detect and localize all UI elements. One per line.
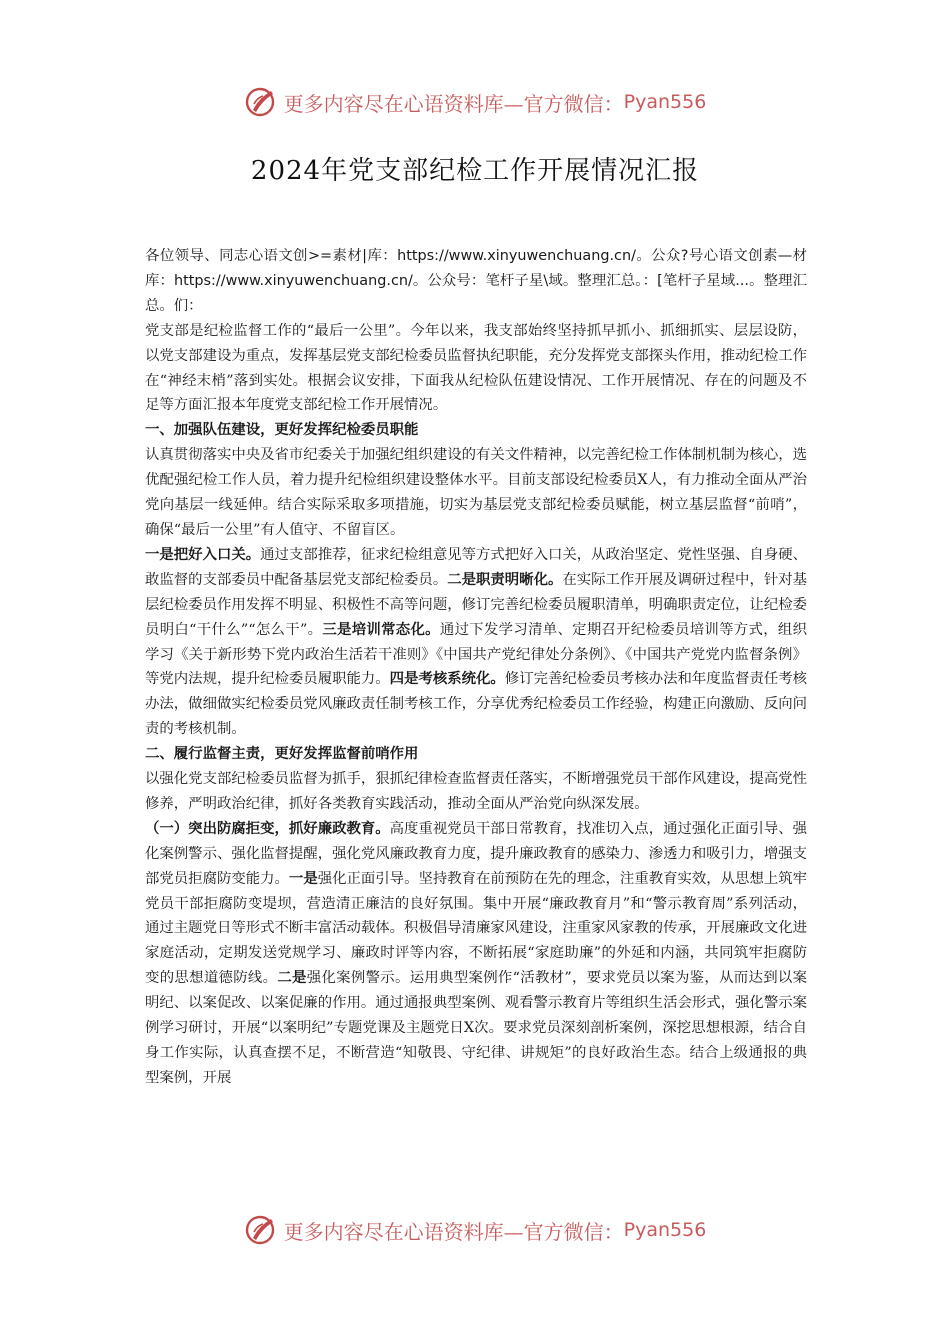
- point-2-label: 二是: [277, 970, 307, 987]
- brush-logo-icon: [244, 85, 278, 119]
- measure-4-text: 修订完善纪检委员考核办法和年度监督责任考核办法，做细做实纪检委员党风廉政责任制考核工作，分享优秀纪检委员工作经验，构建正向激励、反向问责的考核机制。: [145, 671, 808, 738]
- measure-4-label: 四是考核系统化。: [389, 671, 505, 688]
- subsection-1-text: 高度重视党员干部日常教育，找准切入点，通过强化正面引导、强化案例警示、强化监督提醒，强化党风廉政教育力度，提升廉政教育的感染力、渗透力和吸引力，增强支部党员拒腐防变能力。: [145, 820, 807, 887]
- measure-2-label: 二是职责明晰化。: [447, 571, 563, 588]
- point-1-text: 强化正面引导。坚持教育在前预防在先的理念，注重教育实效，从思想上筑牢党员干部拒腐防变堤坝，营造清正廉洁的良好氛围。集中开展“廉政教育月”和“警示教育周”系列活动，通过主题党日等形式不断丰富活动载体。积极倡导清廉家风建设，注重家风家教的传承，开展廉政文化进家庭活动，定期发送党规学习、廉政时评等内容，不断拓展“家庭助廉”的外延和内涵，共同筑牢拒腐防变的思想道德防线。: [145, 870, 808, 987]
- paragraph-supervision: 以强化党支部纪检委员监督为抓手，狠抓纪律检查监督责任落实，不断增强党员干部作风建设，提高党性修养，严明政治纪律，抓好各类教育实践活动，推动全面从严治党向纵深发展。: [145, 771, 807, 812]
- watermark-banner-top: [0, 82, 950, 122]
- measure-3-label: 三是培训常态化。: [322, 621, 440, 638]
- point-1-label: 一是: [288, 870, 318, 887]
- brush-logo-icon: [244, 1213, 278, 1247]
- paragraph-overview: 党支部是纪检监督工作的“最后一公里”。今年以来，我支部始终坚持抓早抓小、抓细抓实、层层设防，以党支部建设为重点，发挥基层党支部纪检委员监督执纪职能，充分发挥党支部探头作用，推动纪检工作在“神经末梢”落到实处。根据会议安排，下面我从纪检队伍建设情况、工作开展情况、存在的问题及不足等方面汇报本年度党支部纪检工作开展情况。: [145, 322, 807, 414]
- banner-wechat-id: Pyan556: [623, 91, 707, 113]
- document-title: 2024年党支部纪检工作开展情况汇报: [250, 156, 700, 186]
- section-heading-1: 一、加强队伍建设，更好发挥纪检委员职能: [145, 422, 419, 439]
- banner-wechat-id: Pyan556: [623, 1219, 707, 1241]
- subsection-1-label: （一）突出防腐拒变，抓好廉政教育。: [145, 820, 390, 837]
- measure-2-text: 在实际工作开展及调研过程中，针对基层纪检委员作用发挥不明显、积极性不高等问题，修订完善纪检委员履职清单，明确职责定位，让纪检委员明白“干什么”“怎么干”。: [145, 571, 808, 638]
- paragraph-anticorruption: [145, 817, 807, 1091]
- banner-text: 更多内容尽在心语资料库—官方微信：: [283, 91, 624, 116]
- measure-1-text: 通过支部推荐，征求纪检组意见等方式把好入口关，从政治坚定、党性坚强、自身硬、敢监督的支部委员中配备基层党支部纪检委员。: [145, 546, 807, 588]
- paragraph-measures: [145, 543, 807, 742]
- section-heading-2: 二、履行监督主责，更好发挥监督前哨作用: [145, 746, 419, 763]
- measure-1-label: 一是把好入口关。: [145, 546, 261, 563]
- banner-text: 更多内容尽在心语资料库—官方微信：: [283, 1219, 624, 1244]
- intro-paragraph: 各位领导、同志心语文创>=素材|库：https://www.xinyuwenchuang.cn/。公众?号心语文创素—材库：https://www.xinyuwenchuang.cn/。公众号：笔杆子星\域。整理汇总。：[笔杆子星域...。整理汇总。们：: [145, 248, 807, 314]
- point-2-text: 强化案例警示。运用典型案例作“活教材”，要求党员以案为鉴，从而达到以案明纪、以案促改、以案促廉的作用。通过通报典型案例、观看警示教育片等组织生活会形式，强化警示案例学习研讨，开展“以案明纪”专题党课及主题党日X次。要求党员深刻剖析案例，深挖思想根源，结合自身工作实际，认真查摆不足，不断营造“知敬畏、守纪律、讲规矩”的良好政治生态。结合上级通报的典型案例，开展: [145, 970, 807, 1086]
- paragraph-team-building: 认真贯彻落实中央及省市纪委关于加强纪组织建设的有关文件精神，以完善纪检工作体制机制为核心，选优配强纪检工作人员，着力提升纪检组织建设整体水平。目前支部设纪检委员X人，有力推动全面从严治党向基层一线延伸。结合实际采取多项措施，切实为基层党支部纪检委员赋能，树立基层监督“前哨”，确保“最后一公里”有人值守、不留盲区。: [145, 447, 807, 538]
- document-body: [145, 244, 807, 1091]
- measure-3-text: 通过下发学习清单、定期召开纪检委员培训等方式，组织学习《关于新形势下党内政治生活若干准则》《中国共产党纪律处分条例》、《中国共产党党内监督条例》等党内法规，提升纪检委员履职能力。: [145, 621, 807, 688]
- watermark-banner-bottom: [0, 1210, 950, 1250]
